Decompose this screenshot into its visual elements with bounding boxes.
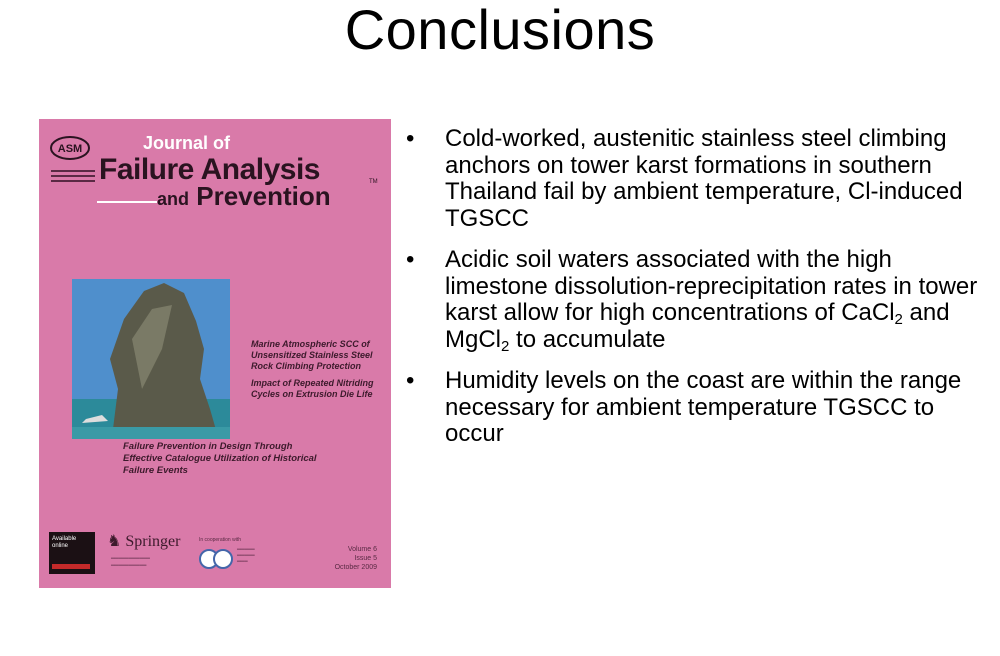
bullet-icon: • <box>406 125 415 152</box>
bullet-text-part: and MgCl <box>445 299 950 353</box>
cover-failure-analysis: Failure Analysis <box>99 153 320 186</box>
cover-volume: Volume 6 <box>347 546 377 553</box>
list-item <box>398 368 988 448</box>
bullet-icon: • <box>406 246 415 273</box>
list-item <box>398 126 988 232</box>
journal-cover-image <box>39 119 391 588</box>
list-item <box>398 247 988 353</box>
karst-rock-photo-icon <box>72 279 230 439</box>
asm-logo-icon <box>49 135 91 161</box>
cover-article-2: Impact of Repeated Nitriding Cycles on Extrusion Die Life <box>251 378 374 399</box>
cover-trademark: TM <box>369 179 378 185</box>
bullet-text-part: Acidic soil waters associated with the high limestone dissolution-reprecipitation rates in tower karst allow for high concentrations of CaCl <box>445 246 978 326</box>
logo-subtitle-lines <box>51 167 95 185</box>
cover-date: October 2009 <box>334 564 377 571</box>
svg-text:ASM: ASM <box>57 143 83 155</box>
subscript: 2 <box>894 311 903 328</box>
bullet-text <box>445 246 977 353</box>
springer-logo <box>107 531 180 551</box>
bullet-text: Humidity levels on the coast are within the range necessary for ambient temperature TGSCC to occur <box>445 367 962 447</box>
conclusions-list <box>398 126 988 463</box>
cover-issue: Issue 5 <box>354 555 377 562</box>
subscript: 2 <box>501 337 510 355</box>
available-online-badge <box>49 532 95 574</box>
cover-cooperation: In cooperation with <box>199 537 241 543</box>
cover-article-1: Marine Atmospheric SCC of Unsensitized Stainless Steel Rock Climbing Protection <box>251 339 373 371</box>
bullet-icon: • <box>406 367 415 394</box>
society-logo-icon <box>199 547 233 571</box>
slide-title: Conclusions <box>344 0 656 61</box>
cover-coop-text: ═════ ═════ ═══ <box>237 547 255 565</box>
cover-journal-of: Journal of <box>143 133 231 153</box>
cover-and: and <box>157 189 190 209</box>
cover-feature-article: Failure Prevention in Design Through Effective Catalogue Utilization of Historical Failure Events <box>123 441 317 476</box>
cover-volume-info <box>335 545 377 572</box>
springer-horse-icon: ♞ <box>107 533 122 550</box>
bullet-text-part: to accumulate <box>509 325 666 353</box>
badge-red-bar <box>52 564 90 569</box>
cover-issn: ═══════════ ══════════ <box>111 556 150 569</box>
cover-divider <box>97 201 157 203</box>
cover-and-prevention <box>157 181 331 212</box>
cover-articles <box>251 339 377 406</box>
bullet-text: Cold-worked, austenitic stainless steel climbing anchors on tower karst formations in southern Thailand fail by ambient temperature, Cl-induced TGSCC <box>445 125 963 232</box>
publisher-name: Springer <box>125 533 181 550</box>
available-online-text: Available online <box>52 536 77 549</box>
cover-prevention: Prevention <box>196 181 331 211</box>
